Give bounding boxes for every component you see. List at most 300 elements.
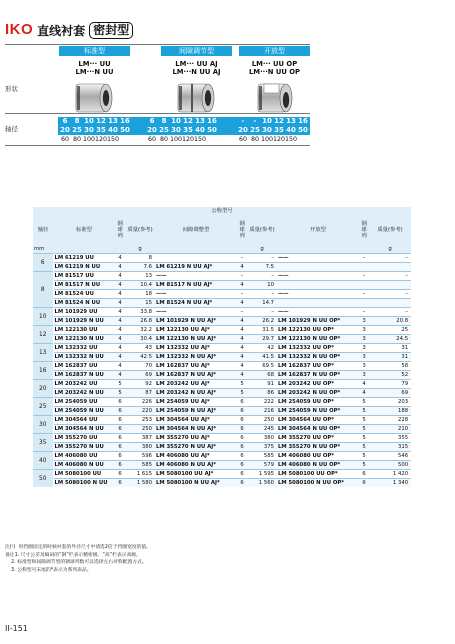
- clearance-model: LM 203242 UU AJ*: [155, 380, 237, 389]
- page-title: 直线衬套: [37, 23, 86, 38]
- standard-rows: 4: [115, 344, 125, 353]
- diameter-value: 120: [182, 136, 195, 143]
- clearance-model: LM 122130 N UU AJ*: [155, 335, 237, 344]
- col-rows-label: 钢球列: [361, 220, 367, 239]
- standard-rows: 4: [115, 299, 125, 308]
- diameter-value: 50: [207, 126, 217, 134]
- standard-mass: 226: [125, 398, 155, 407]
- clearance-rows: 5: [237, 380, 247, 389]
- diameter-value: 80: [159, 136, 168, 143]
- diameter-value: 10: [84, 117, 94, 125]
- standard-mass: 43: [125, 344, 155, 353]
- open-rows: 3: [359, 344, 369, 353]
- clearance-rows: 6: [237, 470, 247, 479]
- type-models: [161, 60, 232, 76]
- overview-type: [239, 46, 310, 76]
- diameter-value: 80: [250, 136, 259, 143]
- standard-model: LM 406080 UU: [53, 452, 115, 461]
- standard-mass: 30.4: [125, 335, 155, 344]
- open-model: LM 5080100 UU OP*: [277, 470, 359, 479]
- overview-type: [161, 46, 232, 76]
- clearance-model: LM 304564 UU AJ*: [155, 416, 237, 425]
- clearance-model: LM 101929 N UU AJ*: [155, 317, 237, 326]
- type-name: 间隙调节型: [161, 46, 232, 56]
- standard-model: LM 81524 N UU: [53, 299, 115, 308]
- open-rows: [359, 281, 369, 290]
- clearance-rows: 4: [237, 335, 247, 344]
- open-model: ——: [277, 254, 359, 263]
- clearance-rows: 4: [237, 353, 247, 362]
- clearance-model: LM 203242 N UU AJ*: [155, 389, 237, 398]
- clearance-rows: 4: [237, 299, 247, 308]
- model-code: LM···N UU: [75, 68, 114, 76]
- standard-rows: 6: [115, 425, 125, 434]
- bore-diameter: 35: [33, 434, 53, 452]
- open-mass: 58: [369, 362, 411, 371]
- table-row: [33, 281, 411, 290]
- bore-diameter: 16: [33, 362, 53, 380]
- diameter-value: -: [241, 117, 245, 125]
- open-mass: 210: [369, 425, 411, 434]
- clearance-bushing-image: [171, 79, 219, 117]
- unit-g: g: [125, 245, 155, 254]
- open-rows: 5: [359, 443, 369, 452]
- standard-mass: 70: [125, 362, 155, 371]
- open-rows: 3: [359, 362, 369, 371]
- open-rows: 5: [359, 434, 369, 443]
- open-mass: 79: [369, 380, 411, 389]
- model-code: LM··· UU: [78, 60, 111, 68]
- standard-model: LM 304564 N UU: [53, 425, 115, 434]
- standard-rows: 6: [115, 443, 125, 452]
- open-rows: 3: [359, 326, 369, 335]
- clearance-mass: 68: [247, 371, 277, 380]
- diameter-value: 25: [250, 126, 260, 134]
- open-model: [277, 263, 359, 272]
- diameter-value: 120: [273, 136, 286, 143]
- diameter-value: 60: [238, 136, 247, 143]
- diameter-value: 6: [149, 117, 155, 125]
- clearance-mass: 250: [247, 416, 277, 425]
- bore-diameter: 30: [33, 416, 53, 434]
- open-model: LM 304564 N UU OP*: [277, 425, 359, 434]
- open-model: LM 203242 N UU OP*: [277, 389, 359, 398]
- standard-mass: 585: [125, 461, 155, 470]
- table-row: [33, 470, 411, 479]
- diameter-value: 60: [147, 136, 156, 143]
- model-code: LM··· UU OP: [251, 60, 298, 68]
- diameter-value: 12: [274, 117, 284, 125]
- standard-model: LM 101929 N UU: [53, 317, 115, 326]
- standard-mass: 33.8: [125, 308, 155, 317]
- clearance-model: ——: [155, 308, 237, 317]
- open-mass: 20.8: [369, 317, 411, 326]
- standard-rows: 4: [115, 317, 125, 326]
- clearance-rows: 4: [237, 371, 247, 380]
- open-model: LM 132332 N UU OP*: [277, 353, 359, 362]
- open-rows: 5: [359, 416, 369, 425]
- diameter-grid: [59, 117, 131, 145]
- clearance-mass: 91: [247, 380, 277, 389]
- standard-rows: 6: [115, 461, 125, 470]
- diameter-value: 30: [171, 126, 181, 134]
- open-mass: –: [369, 254, 411, 263]
- standard-rows: 4: [115, 254, 125, 263]
- diameter-value: -: [253, 117, 257, 125]
- standard-rows: 6: [115, 398, 125, 407]
- standard-model: LM 122130 UU: [53, 326, 115, 335]
- open-mass: 203: [369, 398, 411, 407]
- standard-mass: 380: [125, 443, 155, 452]
- clearance-rows: –: [237, 272, 247, 281]
- standard-rows: 6: [115, 434, 125, 443]
- clearance-model: LM 162837 UU AJ*: [155, 362, 237, 371]
- standard-mass: 13: [125, 272, 155, 281]
- table-row: [33, 461, 411, 470]
- col-standard: 标准型: [53, 215, 115, 245]
- diameter-value: 120: [95, 136, 108, 143]
- standard-model: LM 61219 N UU: [53, 263, 115, 272]
- overview-bottom-rule: [5, 145, 310, 146]
- open-mass: 1 340: [369, 479, 411, 488]
- table-row: [33, 479, 411, 488]
- standard-rows: 6: [115, 416, 125, 425]
- clearance-mass: 1 595: [247, 470, 277, 479]
- open-model: [277, 299, 359, 308]
- table-row: [33, 362, 411, 371]
- clearance-model: LM 406080 UU AJ*: [155, 452, 237, 461]
- table-row: [33, 452, 411, 461]
- open-rows: 5: [359, 461, 369, 470]
- table-row: [33, 317, 411, 326]
- diameter-value: 50: [120, 126, 130, 134]
- open-mass: 546: [369, 452, 411, 461]
- diameter-value: 150: [194, 136, 207, 143]
- diameter-value: [206, 135, 218, 145]
- clearance-model: LM 61219 N UU AJ*: [155, 263, 237, 272]
- unit-g: g: [247, 245, 277, 254]
- open-rows: 5: [359, 398, 369, 407]
- standard-model: LM 254059 UU: [53, 398, 115, 407]
- table-row: [33, 272, 411, 281]
- clearance-rows: 6: [237, 425, 247, 434]
- clearance-model: LM 132332 N UU AJ*: [155, 353, 237, 362]
- diameter-value: 150: [107, 136, 120, 143]
- table-row: [33, 389, 411, 398]
- group-header: 公称型号: [33, 207, 411, 215]
- table-row: [33, 371, 411, 380]
- diameter-value: 8: [74, 117, 80, 125]
- clearance-mass: 31.5: [247, 326, 277, 335]
- clearance-rows: –: [237, 290, 247, 299]
- note-line: 2. 标准型和间隙调节型的钢球列数可以选择左右对称配置方式。: [5, 560, 147, 565]
- type-name: 标准型: [59, 46, 130, 56]
- open-rows: [359, 263, 369, 272]
- note-line: 备注1. 尺寸公差及编码的“钢”栏表示精密级、“高”栏表示高级。: [5, 552, 141, 558]
- open-rows: –: [359, 254, 369, 263]
- table-row: [33, 263, 411, 272]
- open-mass: 25: [369, 326, 411, 335]
- open-mass: 31: [369, 353, 411, 362]
- standard-model: LM 5080100 N UU: [53, 479, 115, 488]
- clearance-mass: 14.7: [247, 299, 277, 308]
- diameter-value: 25: [72, 126, 82, 134]
- standard-mass: 253: [125, 416, 155, 425]
- open-model: ——: [277, 272, 359, 281]
- table-row: [33, 416, 411, 425]
- col-mass-clearance: 质量(参考): [247, 215, 277, 245]
- bore-diameter: 6: [33, 254, 53, 272]
- clearance-mass: 1 560: [247, 479, 277, 488]
- col-mass-open: 质量(参考): [369, 215, 411, 245]
- clearance-mass: 10: [247, 281, 277, 290]
- open-rows: 3: [359, 371, 369, 380]
- type-models: [59, 60, 130, 76]
- standard-rows: 4: [115, 308, 125, 317]
- diameter-value: [119, 135, 131, 145]
- table-row: [33, 434, 411, 443]
- open-rows: [359, 299, 369, 308]
- title-badge: 密封型: [89, 22, 133, 39]
- open-mass: 228: [369, 416, 411, 425]
- diameter-value: 12: [183, 117, 193, 125]
- open-model: ——: [277, 308, 359, 317]
- clearance-rows: –: [237, 254, 247, 263]
- open-model: LM 304564 UU OP*: [277, 416, 359, 425]
- bore-diameter: 40: [33, 452, 53, 470]
- clearance-mass: 7.5: [247, 263, 277, 272]
- diameter-grid: [237, 117, 309, 145]
- open-model: LM 355270 N UU OP*: [277, 443, 359, 452]
- standard-model: LM 355270 N UU: [53, 443, 115, 452]
- clearance-rows: 6: [237, 416, 247, 425]
- shape-label: 形状: [5, 85, 18, 93]
- diameter-value: 150: [285, 136, 298, 143]
- diameter-value: 13: [286, 117, 296, 125]
- diameter-value: 35: [183, 126, 193, 134]
- standard-model: LM 122130 N UU: [53, 335, 115, 344]
- clearance-model: LM 122130 UU AJ*: [155, 326, 237, 335]
- clearance-mass: 216: [247, 407, 277, 416]
- table-row: [33, 326, 411, 335]
- note-line: 注(¹) 用挡圈固定的时候衬套的外径尺寸中请选2倍于挡圈宽度的值。: [5, 545, 152, 550]
- clearance-mass: 245: [247, 425, 277, 434]
- clearance-rows: 6: [237, 479, 247, 488]
- clearance-mass: 375: [247, 443, 277, 452]
- open-rows: 6: [359, 470, 369, 479]
- diameter-value: 35: [274, 126, 284, 134]
- diameter-value: 60: [60, 136, 69, 143]
- standard-model: LM 162837 N UU: [53, 371, 115, 380]
- type-name: 开放型: [239, 46, 310, 56]
- diameter-value: 35: [96, 126, 106, 134]
- note-line: 3. 公称型号末尾的*表示为系列表品。: [5, 567, 92, 573]
- table-row: [33, 398, 411, 407]
- open-mass: 355: [369, 434, 411, 443]
- standard-rows: 6: [115, 470, 125, 479]
- standard-rows: 5: [115, 380, 125, 389]
- bore-diameter: 10: [33, 308, 53, 326]
- open-mass: 1 420: [369, 470, 411, 479]
- clearance-mass: 579: [247, 461, 277, 470]
- table-row: [33, 407, 411, 416]
- model-code: LM···N UU OP: [248, 68, 301, 76]
- diameter-value: 100: [83, 136, 96, 143]
- diameter-value: 20: [147, 126, 157, 134]
- table-row: [33, 353, 411, 362]
- open-rows: 6: [359, 479, 369, 488]
- open-rows: 5: [359, 407, 369, 416]
- clearance-rows: 5: [237, 389, 247, 398]
- standard-rows: 4: [115, 335, 125, 344]
- diameter-value: 25: [159, 126, 169, 134]
- clearance-rows: 4: [237, 344, 247, 353]
- col-mass-standard: 质量(参考): [125, 215, 155, 245]
- standard-model: LM 254059 N UU: [53, 407, 115, 416]
- standard-model: LM 132332 UU: [53, 344, 115, 353]
- open-rows: 5: [359, 452, 369, 461]
- open-mass: 24.5: [369, 335, 411, 344]
- diameter-value: 40: [195, 126, 205, 134]
- clearance-rows: 6: [237, 407, 247, 416]
- clearance-mass: –: [247, 254, 277, 263]
- standard-mass: 1 580: [125, 479, 155, 488]
- standard-mass: 387: [125, 434, 155, 443]
- open-mass: 315: [369, 443, 411, 452]
- standard-mass: 8: [125, 254, 155, 263]
- standard-mass: 10.4: [125, 281, 155, 290]
- table-row: [33, 290, 411, 299]
- clearance-mass: 222: [247, 398, 277, 407]
- diameter-value: 13: [195, 117, 205, 125]
- clearance-model: LM 5080100 UU AJ*: [155, 470, 237, 479]
- open-model: LM 122130 UU OP*: [277, 326, 359, 335]
- standard-rows: 4: [115, 353, 125, 362]
- diameter-value: 13: [108, 117, 118, 125]
- open-rows: 4: [359, 380, 369, 389]
- standard-model: LM 101929 UU: [53, 308, 115, 317]
- diameter-value: 8: [161, 117, 167, 125]
- standard-model: LM 5080100 UU: [53, 470, 115, 479]
- diameter-value: 30: [262, 126, 272, 134]
- standard-rows: 4: [115, 281, 125, 290]
- standard-model: LM 81524 UU: [53, 290, 115, 299]
- standard-model: LM 81517 N UU: [53, 281, 115, 290]
- table-row: [33, 380, 411, 389]
- clearance-model: LM 5080100 N UU AJ*: [155, 479, 237, 488]
- open-mass: –: [369, 290, 411, 299]
- standard-mass: 87: [125, 389, 155, 398]
- table-row: [33, 425, 411, 434]
- standard-rows: 4: [115, 290, 125, 299]
- page-number: II-151: [5, 624, 28, 633]
- clearance-mass: 585: [247, 452, 277, 461]
- standard-rows: 5: [115, 389, 125, 398]
- clearance-model: LM 81517 N UU AJ*: [155, 281, 237, 290]
- open-mass: –: [369, 272, 411, 281]
- col-rows-open: [359, 215, 369, 245]
- open-mass: 69: [369, 389, 411, 398]
- clearance-mass: –: [247, 308, 277, 317]
- diameter-value: 20: [238, 126, 248, 134]
- diameter-value: [297, 135, 309, 145]
- bore-diameter: 20: [33, 380, 53, 398]
- clearance-mass: 86: [247, 389, 277, 398]
- clearance-rows: –: [237, 308, 247, 317]
- diameter-value: 100: [261, 136, 274, 143]
- diameter-value: 10: [262, 117, 272, 125]
- clearance-rows: 4: [237, 362, 247, 371]
- table-row: [33, 443, 411, 452]
- bore-label: 轴径: [5, 125, 18, 133]
- open-model: [277, 281, 359, 290]
- standard-model: LM 61219 UU: [53, 254, 115, 263]
- clearance-mass: 26.2: [247, 317, 277, 326]
- open-rows: 4: [359, 389, 369, 398]
- standard-rows: 6: [115, 407, 125, 416]
- standard-mass: 32.2: [125, 326, 155, 335]
- standard-mass: 596: [125, 452, 155, 461]
- open-model: LM 162837 UU OP*: [277, 362, 359, 371]
- type-models: [239, 60, 310, 76]
- clearance-mass: 69.5: [247, 362, 277, 371]
- open-model: LM 101929 N UU OP*: [277, 317, 359, 326]
- standard-mass: 42.5: [125, 353, 155, 362]
- clearance-model: ——: [155, 290, 237, 299]
- standard-rows: 4: [115, 272, 125, 281]
- clearance-rows: 4: [237, 263, 247, 272]
- open-mass: [369, 299, 411, 308]
- col-clearance: 间隙调整型: [155, 215, 237, 245]
- open-mass: 188: [369, 407, 411, 416]
- standard-mass: 250: [125, 425, 155, 434]
- bore-diameter: 13: [33, 344, 53, 362]
- clearance-rows: 6: [237, 398, 247, 407]
- clearance-rows: 6: [237, 434, 247, 443]
- dimension-table: [33, 207, 411, 487]
- standard-model: LM 406080 N UU: [53, 461, 115, 470]
- diameter-grid: [146, 117, 218, 145]
- clearance-model: LM 254059 N UU AJ*: [155, 407, 237, 416]
- clearance-rows: 6: [237, 461, 247, 470]
- standard-mass: 69: [125, 371, 155, 380]
- bore-diameter: 25: [33, 398, 53, 416]
- diameter-value: 40: [286, 126, 296, 134]
- clearance-model: LM 132332 UU AJ*: [155, 344, 237, 353]
- diameter-value: 100: [170, 136, 183, 143]
- open-model: LM 406080 N UU OP*: [277, 461, 359, 470]
- clearance-mass: –: [247, 272, 277, 281]
- open-rows: –: [359, 308, 369, 317]
- open-rows: 3: [359, 353, 369, 362]
- open-mass: 31: [369, 344, 411, 353]
- standard-rows: 6: [115, 479, 125, 488]
- standard-model: LM 81517 UU: [53, 272, 115, 281]
- diameter-value: 30: [84, 126, 94, 134]
- open-model: LM 254059 N UU OP*: [277, 407, 359, 416]
- standard-mass: 15: [125, 299, 155, 308]
- col-rows-label: 钢球列: [117, 220, 123, 239]
- table-row: [33, 254, 411, 263]
- open-bushing-image: [249, 79, 297, 117]
- open-model: LM 355270 UU OP*: [277, 434, 359, 443]
- clearance-mass: 41.5: [247, 353, 277, 362]
- clearance-model: LM 254059 UU AJ*: [155, 398, 237, 407]
- overview-type: [59, 46, 130, 76]
- open-rows: –: [359, 272, 369, 281]
- open-model: LM 5080100 N UU OP*: [277, 479, 359, 488]
- standard-model: LM 304564 UU: [53, 416, 115, 425]
